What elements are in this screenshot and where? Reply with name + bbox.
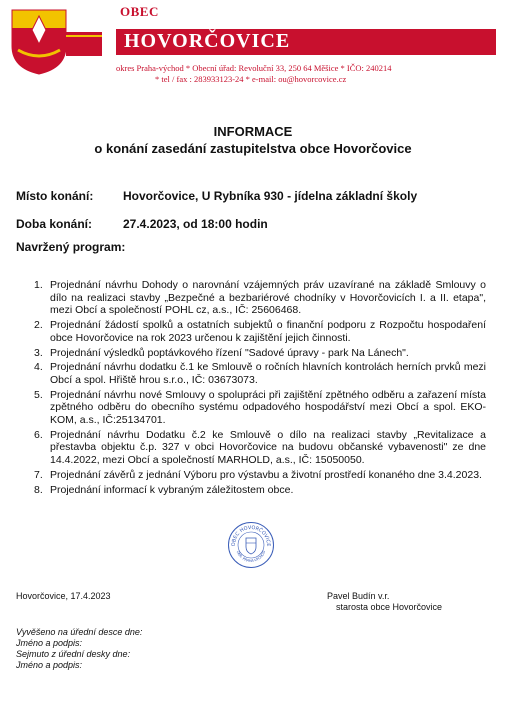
- item-number: 8.: [34, 483, 43, 496]
- municipality-name: HOVORČOVICE: [124, 30, 291, 52]
- letterhead-address: okres Praha-východ * Obecní úřad: Revoluční 33, 250 64 Měšice * IČO: 240214: [116, 63, 392, 73]
- item-number: 3.: [34, 346, 43, 359]
- program-item: [34, 389, 486, 427]
- date-label: Doba konání:: [16, 217, 93, 231]
- item-text: Projednání žádostí spolků a ostatních subjektů o finanční podporu z Rozpočtu hospodaření obce Hovorčovice na rok 2023 určenou k zajištění jejich činnosti.: [50, 319, 486, 344]
- program-item: [34, 361, 486, 386]
- item-text: Projednání návrhu Dohody o narovnání vzájemných práv uzavírané na základě Smlouvy o dílo na realizaci stavby „Bezpečné a bezbariérové chodníky v Hovorčovicích I. a II. etapa", mezi Obcí a společností POHL cz, a.s., IČ: 25606468.: [50, 279, 486, 317]
- document-subtitle: o konání zasedání zastupitelstva obce Hovorčovice: [94, 141, 412, 156]
- program-item: [34, 279, 486, 317]
- item-number: 4.: [34, 361, 43, 374]
- coat-of-arms-logo: [6, 6, 102, 76]
- name-sign-2: Jméno a podpis:: [16, 660, 83, 670]
- name-sign-1: Jméno a podpis:: [16, 638, 83, 648]
- signature-name: Pavel Budín v.r.: [327, 591, 390, 601]
- program-item: [34, 469, 486, 482]
- program-item: [34, 429, 486, 467]
- program-item: [34, 319, 486, 344]
- item-number: 1.: [34, 279, 43, 291]
- program-item: [34, 347, 486, 360]
- svg-text:OBEC HOVORČOVICE: OBEC HOVORČOVICE: [230, 524, 272, 547]
- removed-note: Sejmuto z úřední desky dne:: [16, 649, 131, 659]
- item-number: 2.: [34, 319, 43, 332]
- municipality-prefix: OBEC: [120, 4, 159, 19]
- signature-role: starosta obce Hovorčovice: [336, 602, 443, 612]
- date-value: 27.4.2023, od 18:00 hodin: [123, 217, 268, 231]
- item-text: Projednání závěrů z jednání Výboru pro výstavbu a životní prostředí konaného dne 3.4.2023.: [50, 468, 482, 481]
- letterhead-contact: * tel / fax : 283933123-24 * e-mail: ou@hovorcovice.cz: [155, 74, 347, 84]
- official-stamp: [227, 521, 275, 569]
- place-label: Místo konání:: [16, 189, 94, 203]
- document-title: INFORMACE: [213, 124, 293, 139]
- item-text: Projednání návrhu nové Smlouvy o spolupráci při zajištění zpětného odběru a zařazení místa zpětného odběru do obecního systému odpadového hospodářství mezi Obcí a spol. EKO-KOM, a.s., IČ:25134701.: [50, 388, 486, 427]
- svg-text:OKR. PRAHA-VÝCHOD: OKR. PRAHA-VÝCHOD: [235, 550, 267, 564]
- item-text: Projednání informací k vybraným záležitostem obce.: [50, 483, 294, 496]
- place-and-date: Hovorčovice, 17.4.2023: [16, 591, 111, 601]
- place-value: Hovorčovice, U Rybníka 930 - jídelna základní školy: [123, 189, 418, 203]
- item-number: 7.: [34, 468, 43, 481]
- posted-note: Vyvěšeno na úřední desce dne:: [16, 627, 143, 637]
- item-text: Projednání návrhu dodatku č.1 ke Smlouvě o ročních hlavních kontrolách herních prvků mezi Obcí a spol. Hřiště hrou s.r.o., IČ: 03673073.: [50, 361, 486, 386]
- program-list: [34, 279, 486, 498]
- program-label: Navržený program:: [16, 240, 126, 254]
- item-number: 6.: [34, 428, 43, 441]
- program-item: [34, 484, 486, 497]
- item-text: Projednání návrhu Dodatku č.2 ke Smlouvě o dílo na realizaci stavby „Revitalizace a přestavba objektu č.p. 327 v obci Hovorčovice na budovu občanské vybavenosti" ze dne 14.4.2022, mezi Obcí a společností MARHOLD, a.s., IČ: 15050050.: [50, 428, 486, 467]
- item-number: 5.: [34, 388, 43, 401]
- item-text: Projednání výsledků poptávkového řízení "Sadové úpravy - park Na Lánech".: [50, 346, 409, 359]
